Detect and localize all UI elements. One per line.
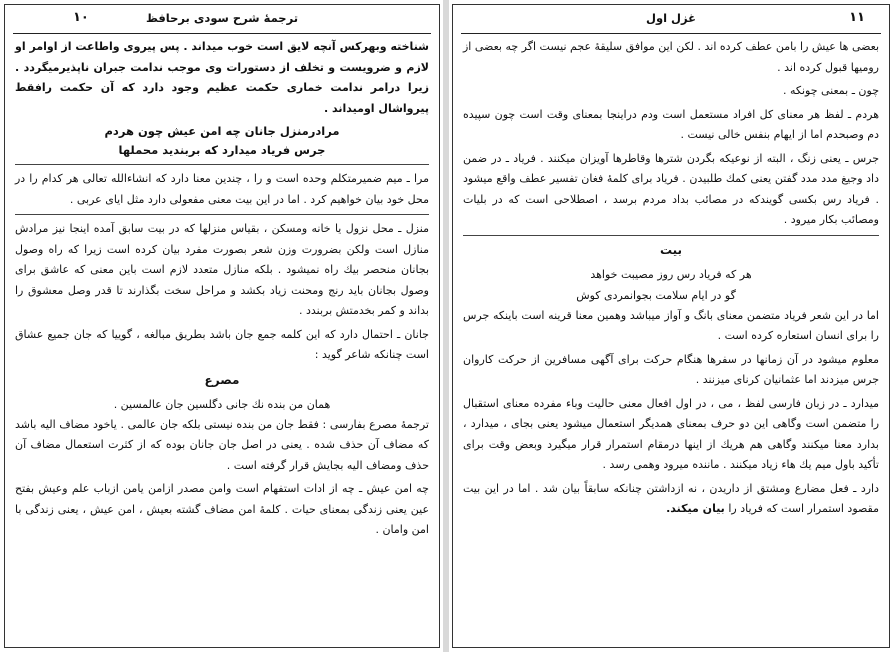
commentary-paragraph xyxy=(463,306,879,347)
commentary-paragraph xyxy=(463,350,879,391)
text-line: جان جمیع عشاق است چنانکه شاعر گوید : xyxy=(15,327,429,361)
beit-line-1: هر که فریاد رس روز مصیبت خواهد xyxy=(590,267,752,281)
text-line: قرار میگیرد وبعض وقت برای تأکید باول میم یك هاء زیاد میکنند . ماننده میرود xyxy=(463,437,879,471)
right-running-title: غزل اول xyxy=(645,11,697,25)
commentary-paragraph xyxy=(463,479,879,520)
left-page-number: ۱۰ xyxy=(73,10,89,25)
text-line: چون سپیده دم وصبحدم اما از ایهام بنفس خالی نیست . xyxy=(463,107,879,141)
text-line: حرکت کاروان جرس میزدند اما عثمانیان کرنای میزنند . xyxy=(463,352,879,386)
text-line: اومیداند . xyxy=(324,101,375,115)
commentary-paragraph xyxy=(463,37,879,78)
text-line: کلمهٔ فغان تفسیر عطف واقع میشود . فریاد رس بکسی گویندکه در مصائب بداد xyxy=(463,172,879,206)
text-line: است زیرا که راه وصول بجانان منحصر بیك راه نمیشود . بلکه منازل متعدد لازم xyxy=(15,242,430,276)
commentary-paragraph xyxy=(15,479,429,541)
text-line: جانان ـ احتمال دارد که این کلمه جمع جان باشد بطریق مبالغه ، گوییا که xyxy=(96,327,429,341)
commentary-paragraph xyxy=(15,219,429,322)
text-line: است باین معنی که عاشق برای وصول بجانان باید رنج ومحنت زیاد بکشد و مراحل xyxy=(15,263,429,297)
text-line: ترجمهٔ مصرع بفارسی : فقط جان من بنده نیستی بلکه جان عالمی . xyxy=(120,417,429,431)
text-line: اینجا نیز مرادش منازل است ولکن بضرورت وزن شعر بصورت مفرد بیان کرده xyxy=(15,222,430,256)
text-line: منزل ـ محل نزول یا خانه ومسکن ، بقیاس منزلها که در بیت سابق آمده xyxy=(93,222,430,235)
verse-heading-line-1: مرادرمنزل جانان چه امن عیش چون هردم xyxy=(104,124,340,138)
emphasized-text: بیان میکند. xyxy=(666,502,725,515)
text-line: لازم و ضرویست و تخلف از دستورات وی موجب ندامت جبران ناپذیرمیگردد . xyxy=(15,60,429,74)
beit-title: بیت xyxy=(659,242,683,257)
text-line: که از کثرت استعمال مضاف آن حذف ومضاف الیه بجایش قرار گرفته است . xyxy=(15,438,429,472)
commentary-paragraph xyxy=(15,415,429,477)
left-page-header xyxy=(13,5,431,34)
text-line: اما در این بیت مقصود استمرار است که فریاد را xyxy=(463,481,879,515)
text-line: جرس ـ یعنی زنگ ، البته از نوعیکه بگردن شترها وقاطرها آویزان میکنند . xyxy=(540,151,879,165)
commentary-paragraph xyxy=(463,149,879,231)
text-line: ایای عربی . xyxy=(69,192,124,206)
text-line: مردم برسد ، اصطلاحی است که در بلیات ومصائب بکار میرود . xyxy=(463,192,879,226)
text-line: معلوم میشود در آن زمانها در سفرها هنگام حرکت برای آگهی مسافرین از xyxy=(531,352,879,366)
text-line: چون ـ بمعنی چونکه . xyxy=(783,84,879,97)
commentary-paragraph xyxy=(463,394,879,476)
text-line: معنای استقبال را متضمن است وگاهی این دو حرف بمعنای همدیگر استعمال میشود xyxy=(463,396,880,430)
left-page xyxy=(4,4,440,648)
misra-line: همان من بنده نك جانی دگلسین جان عالمسین . xyxy=(113,397,331,411)
commentary-paragraph xyxy=(15,325,429,366)
divider xyxy=(15,164,429,165)
book-gutter xyxy=(443,0,449,652)
commentary-paragraph xyxy=(463,81,879,102)
verse-heading-line-2: جرس فریاد میدارد که بربندید محملها xyxy=(118,143,326,157)
text-line: شناخته وبهرکس آنچه لایق است خوب میداند . پس پیروی واطاعت از اوامر او xyxy=(15,40,429,53)
intro-paragraph xyxy=(15,37,429,119)
beit-line-2: گو در ایام سلامت بجوانمردی کوش xyxy=(576,288,736,302)
text-line: اما در این شعر فریاد متضمن معنای بانگ و آواز میباشد وهمین معنا قرینه xyxy=(548,308,879,322)
text-line: وعیش بفتح عین یعنی زندگی بمعنای حیات . کلمهٔ امن مضاف گشته بعیش ، امن xyxy=(15,482,430,516)
right-page-body xyxy=(453,34,889,520)
text-line: سخت بگذارند تا قدر وصل معشوق را بداند و کمر بخدمتش بربندد . xyxy=(15,283,429,317)
right-page-header xyxy=(461,5,881,34)
text-line: هر کدام را در محل خود بیان خواهیم کرد . اما در این بیت معنی مفعولی دارد مثل xyxy=(15,172,429,206)
text-line: دارد ـ فعل مضارع ومشتق از داریدن ، نه ازداشتن چنانکه سابقاً بیان شد . xyxy=(534,481,879,495)
left-running-title: ترجمهٔ شرح سودی برحافظ xyxy=(145,11,299,25)
right-page-number: ۱۱ xyxy=(849,10,865,25)
text-line: بعضی ها عیش را بامن عطف کرده اند . لکن این موافق سلیقهٔ عجم نیست اگر xyxy=(521,40,880,53)
text-line: مرا ـ میم ضمیرمتکلم وحده است و را ، چندین معنا دارد که انشاءالله تعالی xyxy=(82,172,430,185)
text-line: یاخود مضاف الیه باشد که مضاف آن حذف شده . یعنی در اصل جان جانان بوده xyxy=(15,417,430,451)
text-line: زیرا درامر ندامت خماری حکمت عظیم وجود دارد که آن حکمت رافقط پیرواشال xyxy=(15,81,429,115)
text-line: چه امن عیش ـ چه از ادات استفهام است وامن مصدر ازامن یامن ازباب علم xyxy=(71,482,429,495)
commentary-paragraph xyxy=(463,105,879,146)
left-page-body xyxy=(5,34,439,541)
divider xyxy=(463,235,879,236)
text-line: چه بعضی از رومیها قبول کرده اند . xyxy=(463,40,879,74)
right-page xyxy=(452,4,890,648)
divider xyxy=(15,214,429,215)
text-line: هردم ـ لفظ هر معنای کل افراد مستعمل است ودم دراینجا بمعنای وقت است xyxy=(519,107,879,121)
text-line: فریاد ـ در ضمن داد وجیغ مدد مدد گفتن یعنی کمك طلبیدن . فریاد برای xyxy=(463,151,879,185)
text-line: یعنی بجای ، میدارد ، بدارد معنا میکنند وگاهی هم هریك از اینها درمقام استمرار xyxy=(463,417,879,451)
text-line: میدارد ـ در زبان فارسی لفظ ، می ، در اول افعال معنی حالیت وباء مفرده xyxy=(533,396,880,410)
text-line: وهمی رسد . xyxy=(602,458,660,471)
text-line: است باینکه جرس را برای انسان استعاره کرده است . xyxy=(463,308,879,342)
commentary-paragraph xyxy=(15,169,429,210)
misra-title: مصرع xyxy=(204,372,240,387)
text-line: عیش ، یعنی زندگی با امن وامان . xyxy=(15,502,429,536)
